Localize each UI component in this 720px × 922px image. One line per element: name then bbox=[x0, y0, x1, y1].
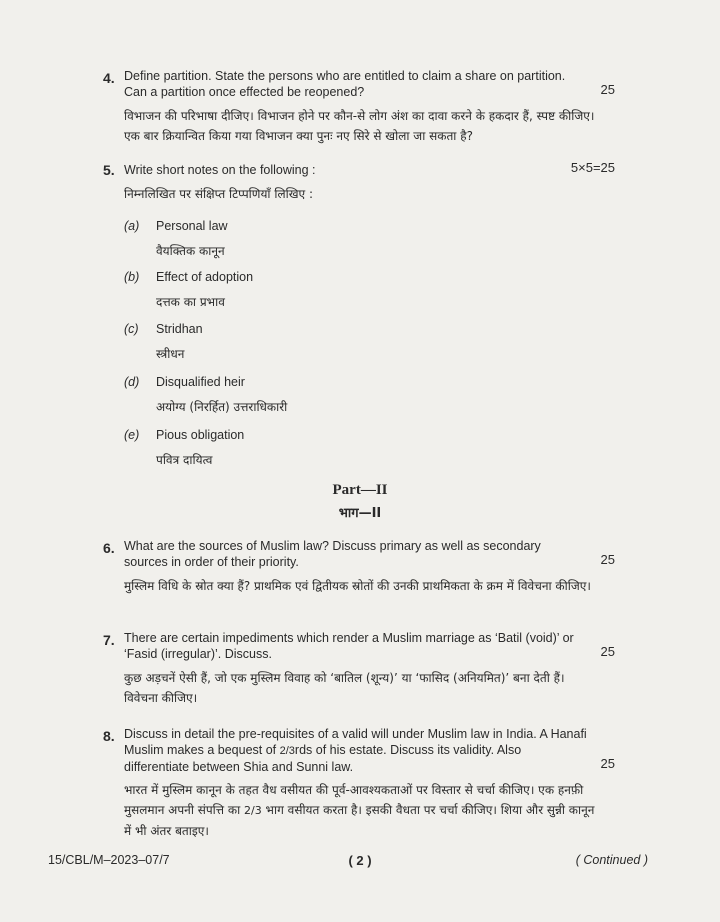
subpart-label: (e) bbox=[124, 428, 140, 442]
subpart-text-hi: दत्तक का प्रभाव bbox=[156, 295, 225, 309]
question-text-en-part1: Discuss in detail the pre-requisites of a valid will under Muslim law in India. A Hanafi Muslim makes a bequest of bbox=[124, 727, 587, 757]
question-number: 4. bbox=[103, 70, 115, 86]
continued-label: ( Continued ) bbox=[575, 853, 648, 867]
question-text-en-part2: rds of his estate. Discuss its validity. Also differentiate between Shia and Sunni law. bbox=[124, 743, 522, 774]
question-text-hi: निम्नलिखित पर संक्षिप्त टिप्पणियाँ लिखिए : bbox=[124, 187, 314, 201]
question-text-hi: कुछ अड़चनें ऐसी हैं, जो एक मुस्लिम विवाह को ‘बातिल (शून्य)’ या ‘फासिद (अनियमित)’ बना देती हैं। विवेचना कीजिए। bbox=[124, 671, 565, 705]
page-number: ( 2 ) bbox=[348, 853, 372, 868]
subpart-label: (a) bbox=[124, 219, 140, 233]
subpart-text-en: Stridhan bbox=[156, 322, 203, 336]
marks: 25 bbox=[600, 552, 615, 567]
question-number: 5. bbox=[103, 162, 115, 178]
subpart-text-en: Pious obligation bbox=[156, 428, 245, 442]
question-text-en: Define partition. State the persons who are entitled to claim a share on partition. Can a partition once effected be reopened? bbox=[124, 69, 566, 99]
question-text-hi bbox=[124, 780, 602, 841]
subpart-text-hi: वैयक्तिक कानून bbox=[156, 244, 225, 258]
part-heading-hi: भाग—II bbox=[338, 506, 382, 521]
question-number: 7. bbox=[103, 632, 115, 648]
subpart-text-hi: पवित्र दायित्व bbox=[156, 453, 213, 467]
subpart-label: (d) bbox=[124, 375, 140, 389]
marks: 25 bbox=[600, 644, 615, 659]
part-heading-en: Part—II bbox=[332, 482, 388, 498]
subpart-text-hi: अयोग्य (निरर्हित) उत्तराधिकारी bbox=[156, 400, 288, 414]
question-text-en bbox=[124, 726, 588, 775]
marks: 25 bbox=[600, 82, 615, 97]
question-text-hi: मुस्लिम विधि के स्रोत क्या हैं? प्राथमिक एवं द्वितीयक स्रोतों की उनकी प्राथमिकता के क्रम में विवेचना कीजिए। bbox=[124, 579, 591, 593]
question-number: 6. bbox=[103, 540, 115, 556]
paper-code: 15/CBL/M–2023–07/7 bbox=[48, 853, 170, 867]
marks: 5×5=25 bbox=[570, 160, 615, 175]
question-text-hi-part2: भाग वसीयत करता है। इसकी वैधता पर चर्चा कीजिए। शिया और सुन्नी कानून में भी अंतर बताइए। bbox=[124, 803, 595, 838]
subpart-text-en: Disqualified heir bbox=[156, 375, 245, 389]
subpart-label: (b) bbox=[124, 270, 140, 284]
subpart-label: (c) bbox=[124, 322, 139, 336]
subpart-text-en: Effect of adoption bbox=[156, 270, 254, 284]
question-text-hi-part1: भारत में मुस्लिम कानून के तहत वैध वसीयत की पूर्व-आवश्यकताओं पर विस्तार से चर्चा कीजिए। एक हनफ़ी मुसलमान अपनी संपत्ति का bbox=[124, 783, 584, 817]
subpart-text-en: Personal law bbox=[156, 219, 228, 233]
question-number: 8. bbox=[103, 728, 115, 744]
fraction: 2/3 bbox=[279, 745, 295, 757]
subpart-text-hi: स्त्रीधन bbox=[156, 347, 185, 361]
question-text-en: Write short notes on the following : bbox=[124, 163, 316, 177]
question-text-en: What are the sources of Muslim law? Discuss primary as well as secondary sources in order of their priority. bbox=[124, 539, 541, 569]
question-text-en: There are certain impediments which render a Muslim marriage as ‘Batil (void)’ or ‘Fasid (irregular)’. Discuss. bbox=[124, 631, 574, 661]
question-text-hi: विभाजन की परिभाषा दीजिए। विभाजन होने पर कौन-से लोग अंश का दावा करने के हकदार हैं, स्पष्ट कीजिए। एक बार क्रियान्वित किया गया विभाजन क्या पुनः नए सिरे से खोला जा सकता है? bbox=[124, 109, 595, 143]
marks: 25 bbox=[600, 756, 615, 771]
fraction-hi: 2/3 bbox=[244, 804, 262, 817]
